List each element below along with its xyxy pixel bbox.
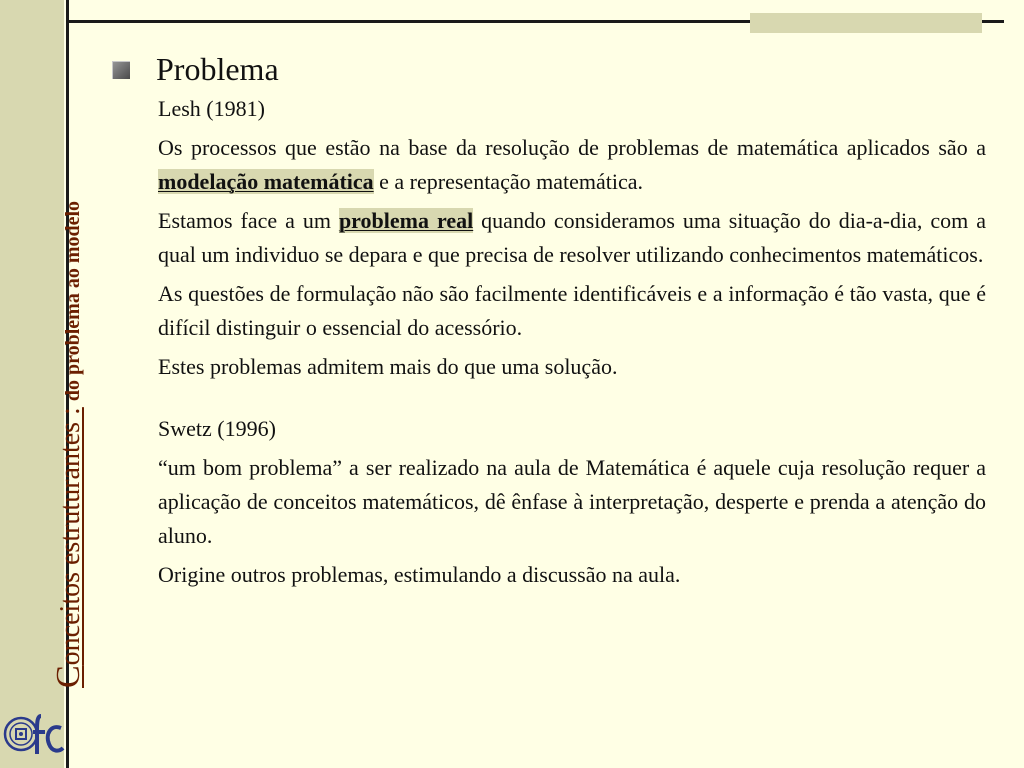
slide-body (158, 92, 986, 592)
section-subtitle: do problema ao modelo (62, 200, 84, 402)
slide-content (108, 48, 986, 592)
paragraph-lesh-1: Os processos que estão na base da resolução de problemas de matemática aplicados são a modelação matemática e a representação matemática. (158, 135, 986, 194)
slide-heading: Problema (156, 50, 279, 87)
paragraph-lesh-3: As questões de formulação não são facilmente identificáveis e a informação é tão vasta, que é difícil distinguir o essencial do acessório. (158, 281, 986, 340)
top-accent-bar (750, 13, 982, 33)
section-title: Conceitos estruturantes : (50, 407, 87, 688)
bullet-heading-row (108, 48, 986, 92)
paragraph-swetz-2: Origine outros problemas, estimulando a discussão na aula. (158, 562, 681, 587)
vertical-title (0, 0, 87, 700)
reference-lesh: Lesh (1981) (158, 96, 265, 121)
paragraph-swetz-1: “um bom problema” a ser realizado na aula de Matemática é aquele cuja resolução requer a aplicação de conceitos matemáticos, dê ênfase à interpretação, desperte e prenda a atenção do aluno. (158, 455, 986, 548)
highlight-problema-real: problema real (338, 208, 474, 233)
paragraph-lesh-4: Estes problemas admitem mais do que uma solução. (158, 354, 618, 379)
paragraph-lesh-2: Estamos face a um problema real quando consideramos uma situação do dia-a-dia, com a qual um individuo se depara e que precisa de resolver utilizando conhecimentos matemáticos. (158, 208, 986, 267)
university-crest-logo (3, 706, 65, 762)
reference-swetz: Swetz (1996) (158, 416, 276, 441)
square-bullet-icon (112, 61, 130, 79)
highlight-modelacao: modelação matemática (158, 169, 374, 194)
